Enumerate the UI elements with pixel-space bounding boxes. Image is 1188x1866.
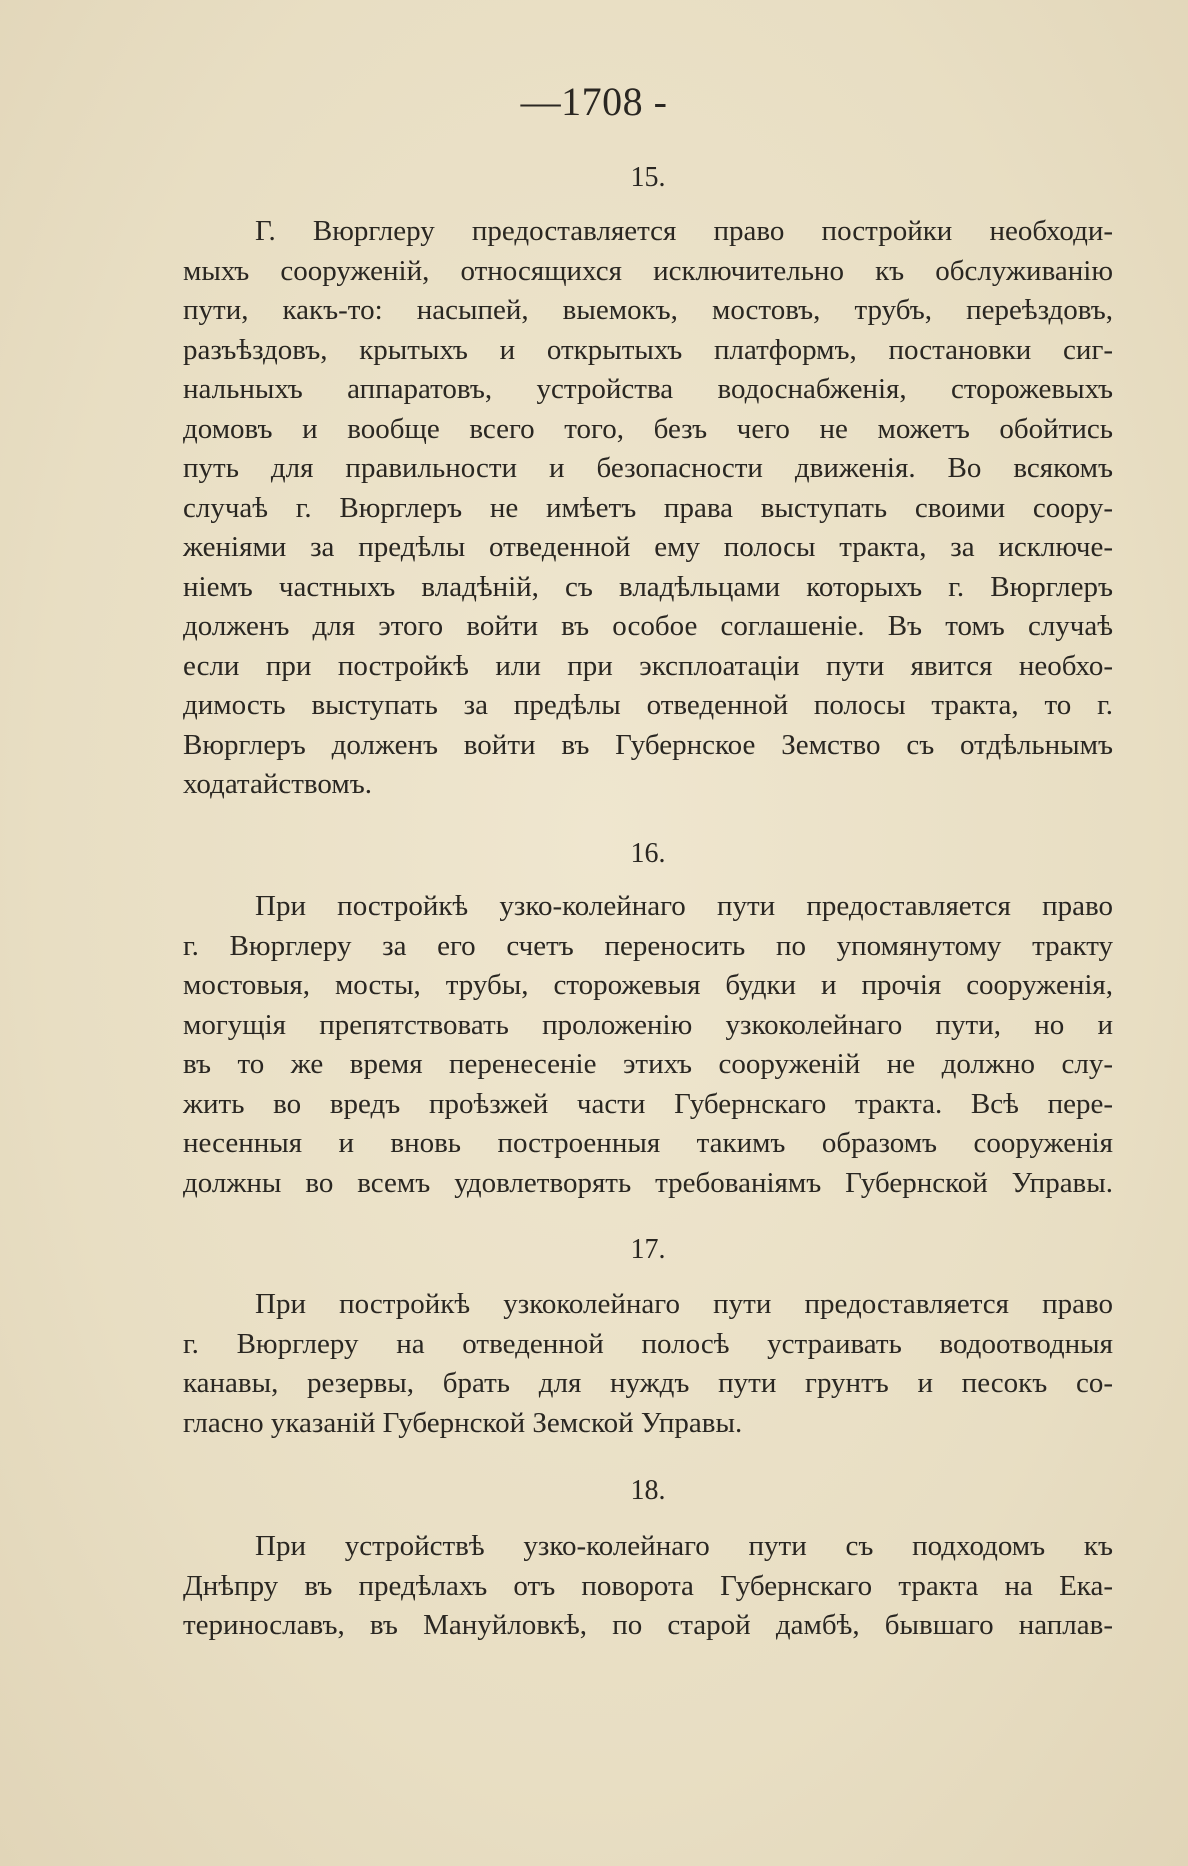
text-line: При постройкѣ узкоколейнаго пути предоставляется право [255, 1288, 1113, 1320]
text-line: При постройкѣ узко-колейнаго пути предоставляется право [255, 890, 1113, 922]
section-number: 16. [630, 838, 666, 869]
text-line: случаѣ г. Вюрглеръ не имѣетъ права выступать своими соору- [183, 491, 1113, 524]
section-15-text [183, 212, 1113, 805]
text-line: г. Вюрглеру за его счетъ переносить по упомянутому тракту [183, 929, 1113, 962]
text-line: пути, какъ-то: насыпей, выемокъ, мостовъ, трубъ, переѣздовъ, [183, 294, 1113, 326]
text-line: должны во всемъ удовлетворять требованіямъ Губернской Управы. [183, 1166, 1113, 1199]
section-16-text [183, 887, 1113, 1203]
text-line: домовъ и вообще всего того, безъ чего не можетъ обойтись [183, 412, 1113, 445]
section-17 [183, 1230, 1113, 1270]
text-line: ходатайствомъ. [183, 768, 372, 800]
text-line: женіями за предѣлы отведенной ему полосы тракта, за исключе- [183, 531, 1113, 563]
page-number: —1708 - [520, 79, 668, 124]
text-line: ніемъ частныхъ владѣній, съ владѣльцами которыхъ г. Вюрглеръ [183, 570, 1113, 603]
text-line: мостовыя, мосты, трубы, сторожевыя будки и прочія сооруженія, [183, 969, 1113, 1001]
text-line: г. Вюрглеру на отведенной полосѣ устраивать водоотводныя [183, 1327, 1113, 1360]
text-line: нальныхъ аппаратовъ, устройства водоснабженія, сторожевыхъ [183, 373, 1113, 405]
text-line: Г. Вюрглеру предоставляется право постройки необходи- [255, 215, 1113, 247]
text-line: гласно указаній Губернской Земской Управы. [183, 1406, 743, 1439]
text-line: теринославъ, въ Мануйловкѣ, по старой дамбѣ, бывшаго наплав- [183, 1609, 1113, 1641]
section-18 [183, 1471, 1113, 1511]
section-18-text [183, 1527, 1113, 1646]
text-line: могущія препятствовать проложенію узкоколейнаго пути, но и [183, 1008, 1113, 1041]
section-15 [183, 158, 1113, 198]
text-line: При устройствѣ узко-колейнаго пути съ подходомъ къ [255, 1530, 1113, 1562]
text-line: димость выступать за предѣлы отведенной полосы тракта, то г. [183, 689, 1113, 721]
section-17-text [183, 1285, 1113, 1443]
text-line: канавы, резервы, брать для нуждъ пути грунтъ и песокъ со- [183, 1367, 1113, 1399]
text-line: разъѣздовъ, крытыхъ и открытыхъ платформъ, постановки сиг- [183, 333, 1113, 366]
text-line: въ то же время перенесеніе этихъ сооруженій не должно слу- [183, 1048, 1113, 1080]
text-line: мыхъ сооруженій, относящихся исключительно къ обслуживанію [183, 254, 1113, 287]
section-number: 17. [630, 1234, 666, 1265]
text-line: жить во вредъ проѣзжей части Губернскаго тракта. Всѣ пере- [183, 1087, 1113, 1120]
section-16 [183, 834, 1113, 874]
text-line: путь для правильности и безопасности движенія. Во всякомъ [183, 452, 1113, 484]
text-line: если при постройкѣ или при эксплоатаціи пути явится необхо- [183, 649, 1113, 682]
text-line: несенныя и вновь построенныя такимъ образомъ сооруженія [183, 1127, 1113, 1159]
text-line: долженъ для этого войти въ особое соглашеніе. Въ томъ случаѣ [183, 610, 1113, 642]
text-line: Вюрглеръ долженъ войти въ Губернское Земство съ отдѣльнымъ [183, 728, 1113, 761]
section-number: 15. [630, 162, 666, 193]
text-line: Днѣпру въ предѣлахъ отъ поворота Губернскаго тракта на Ека- [183, 1569, 1113, 1602]
section-number: 18. [630, 1475, 666, 1506]
